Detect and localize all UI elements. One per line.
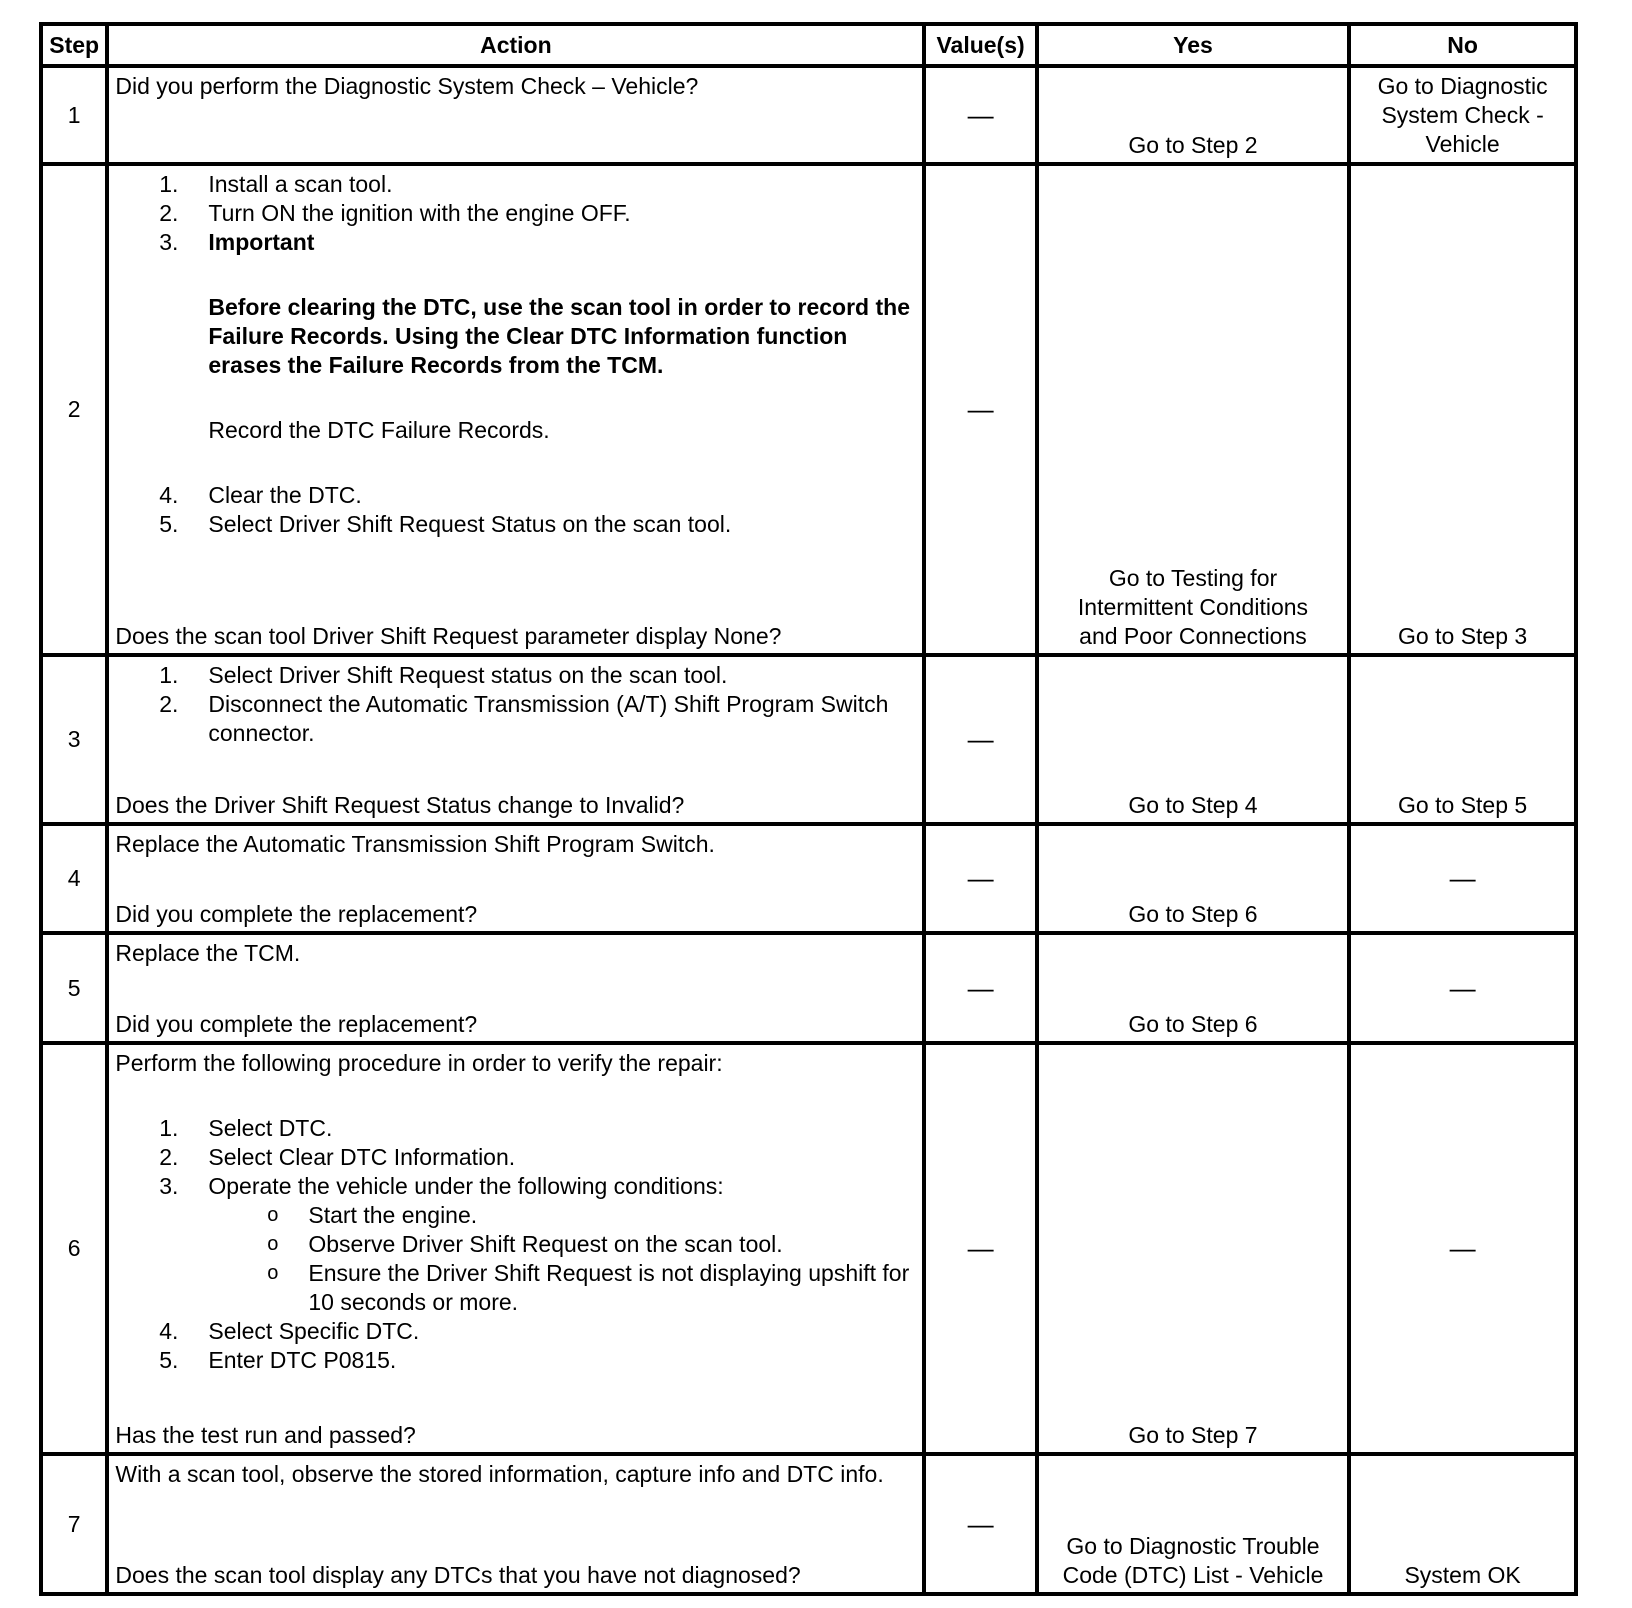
header-step: Step (41, 24, 107, 66)
list-item: 5. Select Driver Shift Request Status on the scan tool. (159, 511, 732, 538)
action-cell (107, 1043, 924, 1454)
table-row (41, 933, 1576, 1042)
header-action: Action (107, 24, 924, 66)
list-item: 4. Select Specific DTC. (159, 1317, 420, 1344)
yes-cell: Go to Step 6 (1037, 824, 1350, 933)
step-number: 6 (41, 1043, 107, 1454)
table-row (41, 1454, 1576, 1594)
action-question: Did you complete the replacement? (115, 1010, 478, 1037)
step-number: 3 (41, 655, 107, 824)
no-cell: System OK (1349, 1454, 1576, 1594)
value-cell: — (924, 933, 1036, 1042)
list-item: 3. Operate the vehicle under the following conditions: (159, 1172, 724, 1199)
action-question: Did you complete the replacement? (115, 901, 478, 928)
yes-cell: Go to Diagnostic Trouble Code (DTC) List - Vehicle (1037, 1454, 1350, 1594)
step-number: 2 (41, 164, 107, 654)
action-cell (107, 66, 924, 164)
sub-list-item: o Start the engine. (267, 1201, 478, 1228)
action-question: Has the test run and passed? (115, 1422, 416, 1449)
no-cell: — (1349, 1043, 1576, 1454)
list-item: 4. Clear the DTC. (159, 482, 362, 509)
no-cell: Go to Diagnostic System Check - Vehicle (1349, 66, 1576, 164)
value-cell: — (924, 824, 1036, 933)
no-cell: Go to Step 3 (1349, 164, 1576, 654)
value-cell: — (924, 1043, 1036, 1454)
yes-cell: Go to Testing for Intermittent Conditions and Poor Connections (1037, 164, 1350, 654)
table-row (41, 164, 1576, 654)
action-text: Replace the TCM. (115, 940, 301, 967)
table-row (41, 655, 1576, 824)
list-item: 2. Select Clear DTC Information. (159, 1143, 516, 1170)
step-number: 4 (41, 824, 107, 933)
action-text: Perform the following procedure in order to verify the repair: (115, 1049, 723, 1076)
action-cell (107, 933, 924, 1042)
value-cell: — (924, 164, 1036, 654)
yes-cell: Go to Step 6 (1037, 933, 1350, 1042)
yes-cell: Go to Step 2 (1037, 66, 1350, 164)
action-text: Did you perform the Diagnostic System Check – Vehicle? (115, 73, 699, 99)
no-cell: — (1349, 933, 1576, 1042)
action-question: Does the Driver Shift Request Status change to Invalid? (115, 791, 685, 818)
list-item: 5. Enter DTC P0815. (159, 1346, 397, 1373)
sub-list-item: o Observe Driver Shift Request on the scan tool. (267, 1230, 783, 1257)
list-item: 3. Important (159, 229, 315, 256)
action-text: Replace the Automatic Transmission Shift Program Switch. (115, 830, 715, 857)
action-question: Does the scan tool Driver Shift Request parameter display None? (115, 622, 782, 649)
header-no: No (1349, 24, 1576, 66)
action-text: With a scan tool, observe the stored information, capture info and DTC info. (115, 1461, 884, 1488)
value-cell: — (924, 1454, 1036, 1594)
sub-list-item: o Ensure the Driver Shift Request is not displaying upshift for 10 seconds or more. (267, 1259, 910, 1315)
table-row (41, 824, 1576, 933)
action-cell (107, 164, 924, 654)
no-cell: Go to Step 5 (1349, 655, 1576, 824)
list-item: 2. Turn ON the ignition with the engine OFF. (159, 200, 631, 227)
step-number: 1 (41, 66, 107, 164)
action-cell (107, 824, 924, 933)
diagnostic-table (39, 22, 1578, 1596)
action-cell (107, 655, 924, 824)
value-cell: — (924, 66, 1036, 164)
important-note: Before clearing the DTC, use the scan tool in order to record the Failure Records. Using the Clear DTC Information function erases the Failure Records from the TCM. (208, 294, 910, 379)
step-number: 5 (41, 933, 107, 1042)
header-values: Value(s) (924, 24, 1036, 66)
header-yes: Yes (1037, 24, 1350, 66)
no-cell: — (1349, 824, 1576, 933)
table-row (41, 1043, 1576, 1454)
yes-cell: Go to Step 4 (1037, 655, 1350, 824)
yes-cell: Go to Step 7 (1037, 1043, 1350, 1454)
list-item: 2. Disconnect the Automatic Transmission (A/T) Shift Program Switch connector. (159, 690, 889, 746)
list-item: 1. Select Driver Shift Request status on the scan tool. (159, 661, 728, 688)
header-row (41, 24, 1576, 66)
list-item: 1. Select DTC. (159, 1114, 333, 1141)
list-item: 1. Install a scan tool. (159, 171, 393, 198)
action-cell (107, 1454, 924, 1594)
table-row (41, 66, 1576, 164)
action-question: Does the scan tool display any DTCs that you have not diagnosed? (115, 1562, 801, 1588)
step-number: 7 (41, 1454, 107, 1594)
value-cell: — (924, 655, 1036, 824)
record-instruction: Record the DTC Failure Records. (208, 417, 550, 444)
